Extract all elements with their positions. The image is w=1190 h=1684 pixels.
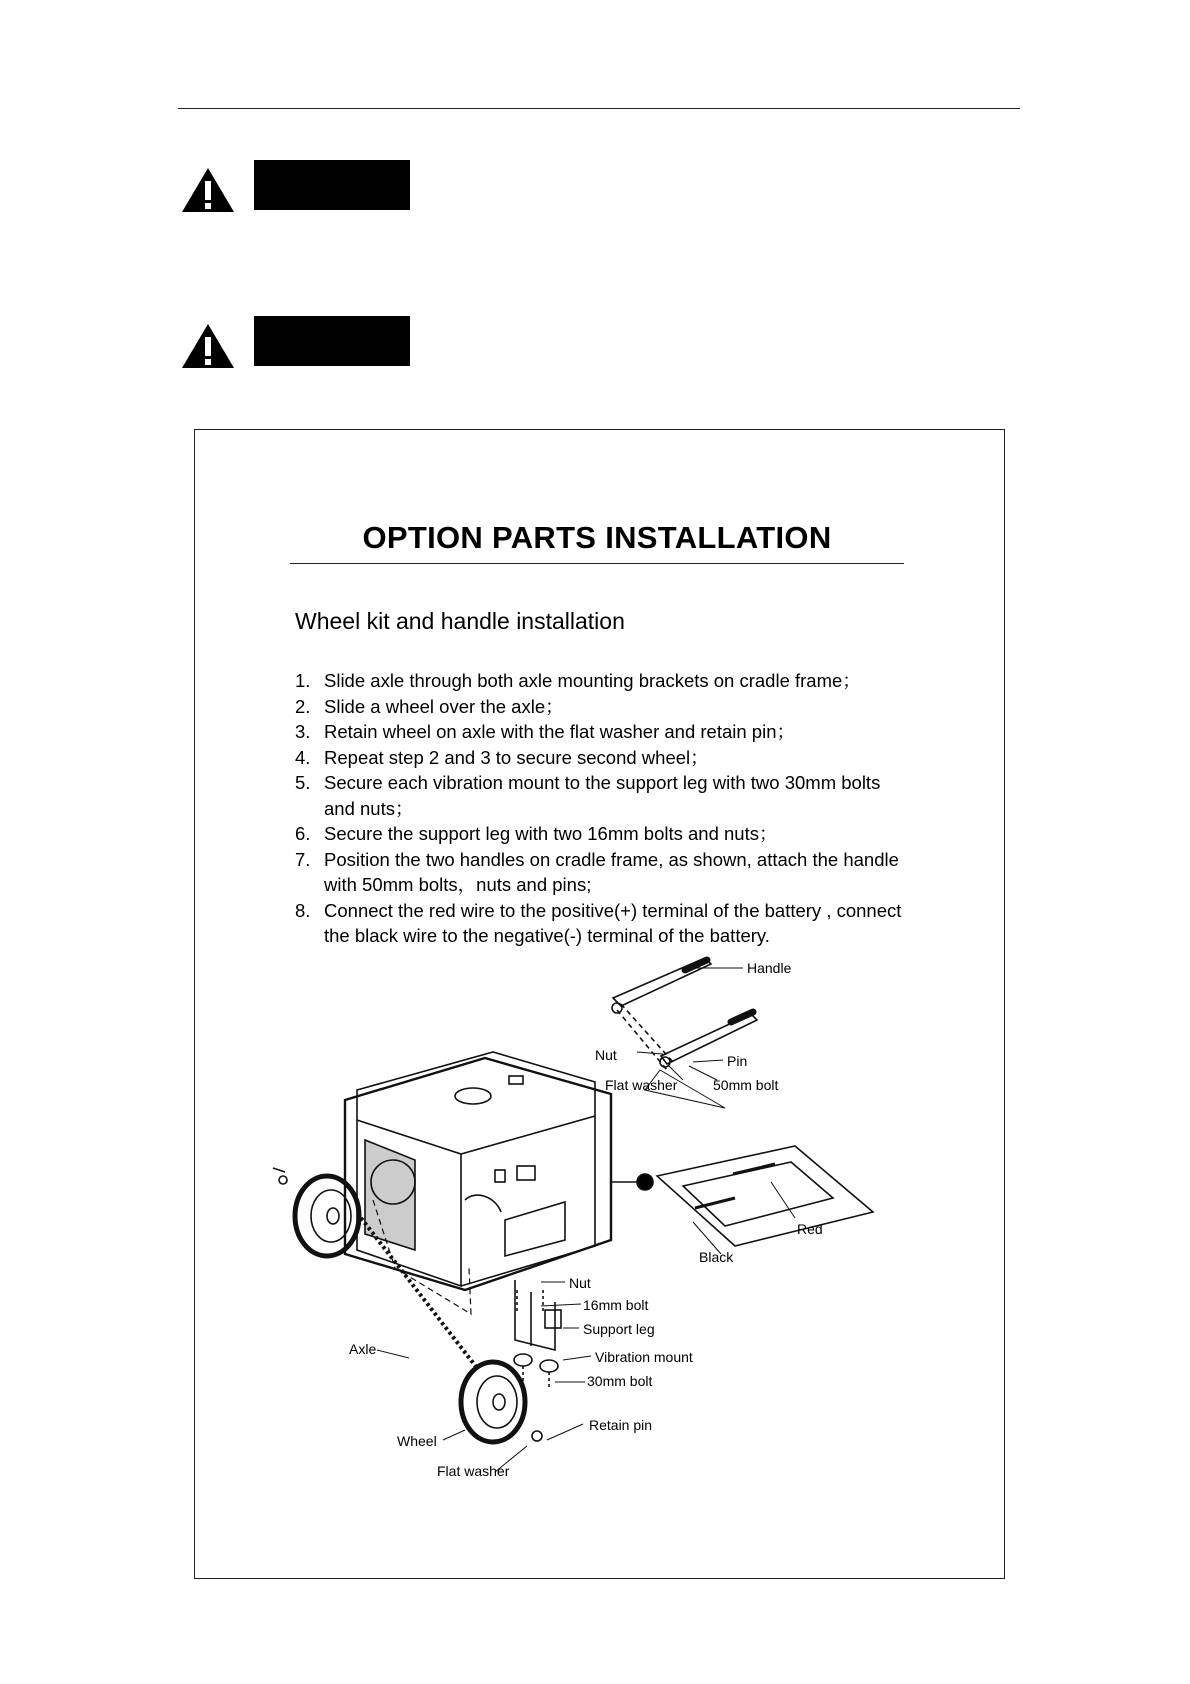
list-item: 2. Slide a wheel over the axle；: [295, 695, 564, 717]
list-item: 6. Secure the support leg with two 16mm bolts and nuts；: [295, 823, 778, 844]
label-16mm-bolt: 16mm bolt: [583, 1297, 649, 1313]
label-retain-pin: Retain pin: [589, 1417, 653, 1433]
warning-triangle-icon: [180, 322, 236, 370]
list-item: 7. Position the two handles on cradle frame, as shown, attach the handle with 50mm bolts，nuts and pins;: [295, 848, 899, 895]
label-nut: Nut: [569, 1275, 591, 1291]
header-rule: [178, 108, 1020, 109]
list-item: 3. Retain wheel on axle with the flat washer and retain pin；: [295, 721, 795, 742]
section-title: OPTION PARTS INSTALLATION: [362, 520, 832, 555]
label-flat-washer-top: Flat washer: [605, 1077, 678, 1093]
label-50mm-bolt: 50mm bolt: [713, 1077, 779, 1093]
installation-panel: [194, 429, 1005, 1579]
label-black: Black: [699, 1249, 734, 1265]
label-axle: Axle: [349, 1341, 377, 1357]
support-leg-drawing: [514, 1280, 561, 1390]
label-nut-top: Nut: [595, 1047, 617, 1063]
title-underline: [290, 563, 904, 564]
label-vibration-mount: Vibration mount: [595, 1349, 693, 1365]
section-subtitle: Wheel kit and handle installation: [295, 608, 625, 634]
warning-label: [254, 160, 410, 210]
label-handle: Handle: [747, 960, 792, 976]
axle-drawing: [361, 1218, 477, 1368]
warning-block-1: [180, 160, 410, 212]
generator-drawing: [345, 1052, 611, 1290]
warning-block-2: [180, 316, 410, 368]
instruction-list: [295, 668, 915, 949]
list-item: 5. Secure each vibration mount to the support leg with two 30mm bolts and nuts；: [295, 772, 881, 819]
list-item: 8. Connect the red wire to the positive(+) terminal of the battery , connect the black wire to the negative(-) terminal of the battery.: [295, 899, 902, 946]
label-30mm-bolt: 30mm bolt: [587, 1373, 653, 1389]
warning-triangle-icon: [180, 166, 236, 214]
label-wheel: Wheel: [397, 1433, 437, 1449]
exploded-parts-diagram: [265, 950, 905, 1510]
label-flat-washer: Flat washer: [437, 1463, 510, 1479]
list-item: 1. Slide axle through both axle mounting brackets on cradle frame；: [295, 670, 861, 691]
label-red: Red: [797, 1221, 823, 1237]
callout-leaders: [377, 968, 795, 1472]
warning-label: [254, 316, 410, 366]
battery-tray-drawing: [611, 1146, 873, 1246]
label-support-leg: Support leg: [583, 1321, 655, 1337]
label-pin: Pin: [727, 1053, 748, 1069]
list-item: 4. Repeat step 2 and 3 to secure second wheel；: [295, 746, 709, 768]
